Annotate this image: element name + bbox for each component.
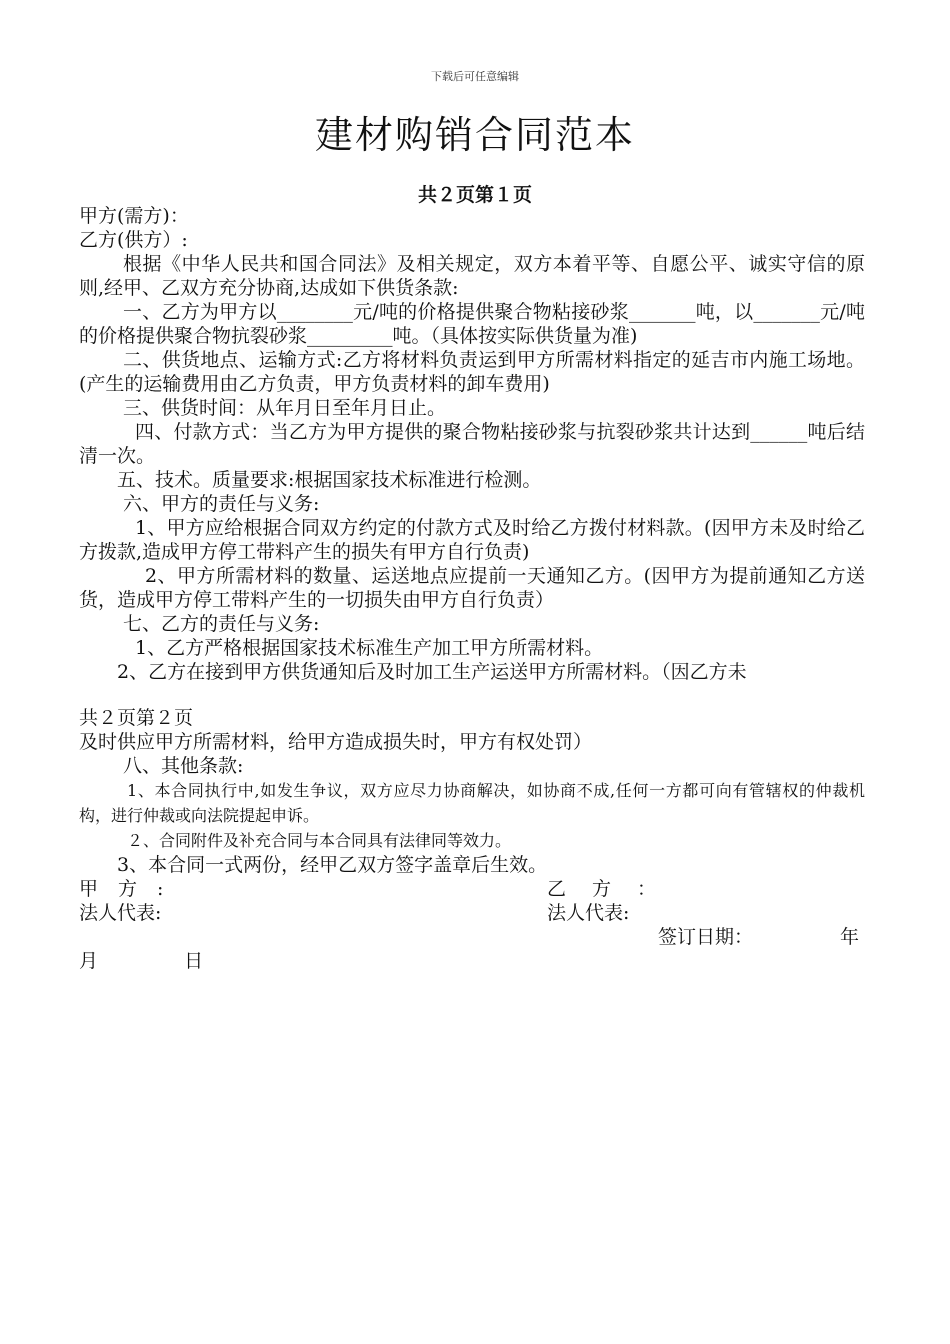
- contract-body: [79, 204, 865, 973]
- clause-8: 八、其他条款:: [123, 755, 244, 777]
- clause-7: 七、乙方的责任与义务:: [123, 613, 320, 635]
- document-title: 建材购销合同范本: [314, 113, 635, 157]
- signing-date-line: [79, 925, 865, 949]
- clause-6-1: 1、甲方应给根据合同双方约定的付款方式及时给乙方拨付材料款。(因甲方未及时给乙方拨款,造成甲方停工带料产生的损失有甲方自行负责): [79, 517, 865, 563]
- clause-5: 五、技术。质量要求:根据国家技术标准进行检测。: [117, 469, 542, 491]
- party-b-line: 乙方(供方）:: [79, 229, 188, 251]
- party-a-line: 甲方(需方)：: [79, 205, 189, 227]
- signature-party-row: [79, 877, 865, 901]
- date-month: 月: [79, 950, 99, 972]
- date-year: 年: [839, 926, 859, 948]
- clause-4: 四、付款方式：当乙方为甲方提供的聚合物粘接砂浆与抗裂砂浆共计达到______吨后结清一次。: [79, 421, 865, 467]
- page-number-1: 共２页第１页: [417, 184, 532, 206]
- clause-2: 二、供货地点、运输方式:乙方将材料负责运到甲方所需材料指定的延吉市内施工场地。(产生的运输费用由乙方负责，甲方负责材料的卸车费用): [79, 349, 865, 395]
- clause-7-1: 1、乙方严格根据国家技术标准生产加工甲方所需材料。: [135, 637, 604, 659]
- clause-8-2: ２、合同附件及补充合同与本合同具有法律同等效力。: [127, 831, 512, 850]
- date-day: 日: [184, 950, 204, 972]
- party-a-sign-label: 甲方:: [79, 878, 184, 900]
- signature-rep-row: [79, 901, 865, 925]
- clause-3: 三、供货时间：从年月日至年月日止。: [123, 397, 447, 419]
- clause-6-2: 2、甲方所需材料的数量、运送地点应提前一天通知乙方。(因甲方为提前通知乙方送货，造成甲方停工带料产生的一切损失由甲方自行负责）: [79, 565, 865, 611]
- clause-8-1: 1、本合同执行中,如发生争议，双方应尽力协商解决，如协商不成,任何一方都可向有管辖权的仲裁机构，进行仲裁或向法院提起申诉。: [79, 781, 865, 825]
- page2-continuation: 及时供应甲方所需材料，给甲方造成损失时，甲方有权处罚）: [79, 731, 593, 753]
- signing-date-label: 签订日期：: [657, 926, 753, 948]
- clause-6: 六、甲方的责任与义务:: [123, 493, 320, 515]
- header-note: 下载后可任意编辑: [431, 70, 519, 83]
- party-b-sign-label: 乙方：: [547, 878, 683, 900]
- legal-rep-a-label: 法人代表:: [79, 902, 162, 924]
- signing-date-month-day: [79, 949, 865, 973]
- page-number-2: 共２页第２页: [79, 707, 194, 729]
- clause-1: 一、乙方为甲方以________元/吨的价格提供聚合物粘接砂浆_______吨，以_______元/吨的价格提供聚合物抗裂砂浆_________吨。（具体按实际供货量为准): [79, 301, 865, 347]
- legal-rep-b-label: 法人代表:: [547, 902, 630, 924]
- clause-7-2: 2、乙方在接到甲方供货通知后及时加工生产运送甲方所需材料。（因乙方未: [117, 661, 747, 683]
- intro-paragraph: 根据《中华人民共和国合同法》及相关规定，双方本着平等、自愿公平、诚实守信的原则,经甲、乙双方充分协商,达成如下供货条款:: [79, 253, 865, 299]
- clause-8-3: 3、本合同一式两份，经甲乙双方签字盖章后生效。: [117, 854, 548, 876]
